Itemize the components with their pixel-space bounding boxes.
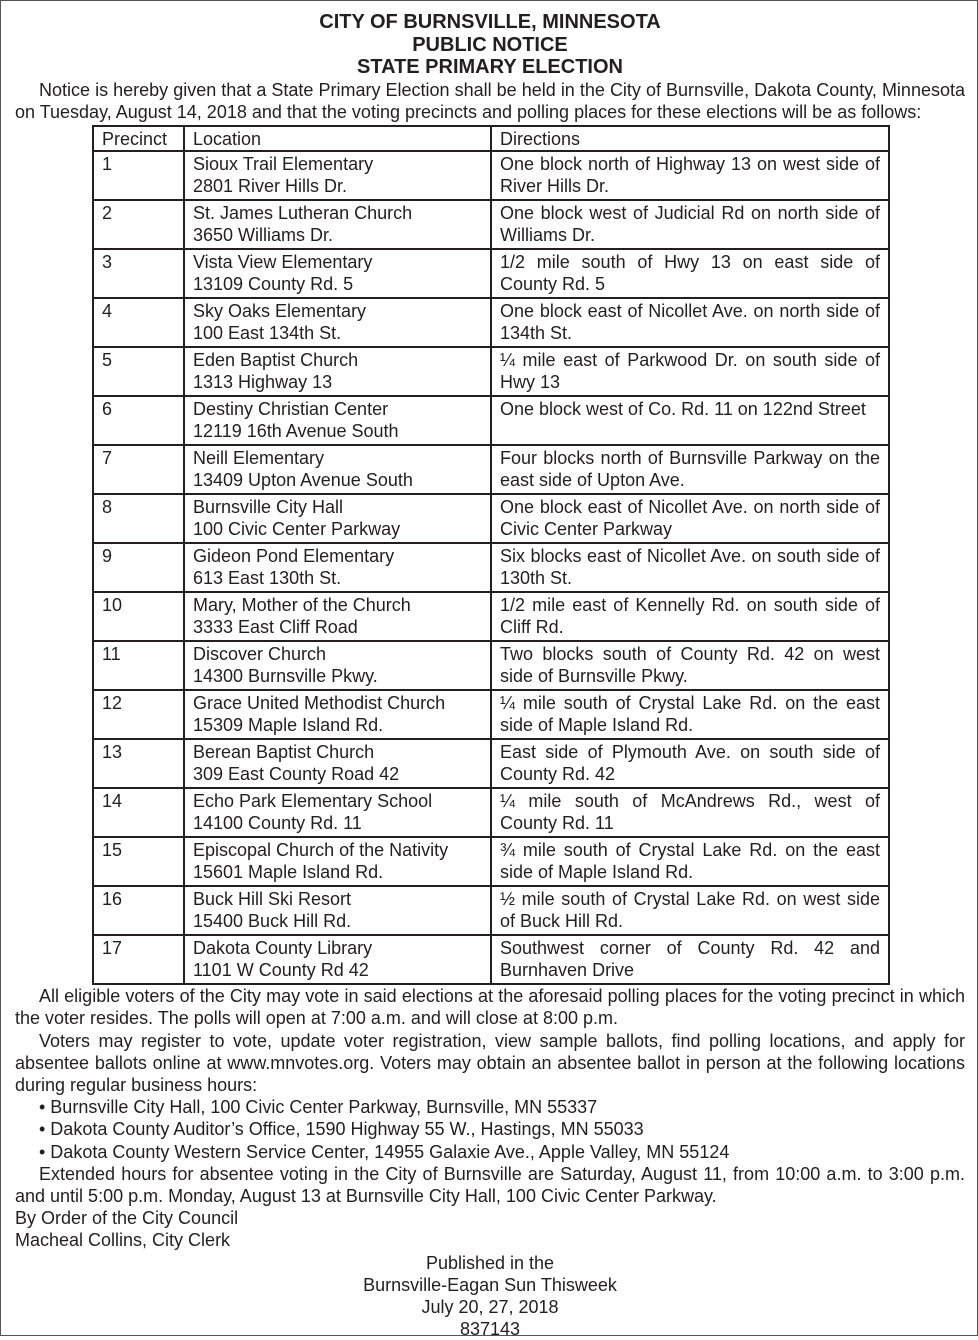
directions-cell: One block west of Judicial Rd on north side of Williams Dr. (491, 200, 889, 249)
location-cell (184, 249, 491, 298)
location-name: Grace United Methodist Church (193, 693, 446, 714)
precinct-number: 12 (93, 690, 184, 739)
location-name: Echo Park Elementary School (193, 791, 433, 812)
directions-cell: Four blocks north of Burnsville Parkway on the east side of Upton Ave. (491, 445, 889, 494)
location-cell (184, 690, 491, 739)
header-directions: Directions (491, 126, 889, 151)
location-cell (184, 641, 491, 690)
title-election: STATE PRIMARY ELECTION (357, 56, 623, 78)
table-row (93, 494, 889, 543)
table-row (93, 200, 889, 249)
location-cell (184, 396, 491, 445)
precinct-table (92, 125, 890, 985)
location-cell (184, 494, 491, 543)
precinct-number: 14 (93, 788, 184, 837)
location-name: St. James Lutheran Church (193, 203, 413, 224)
location-name: Neill Elementary (193, 448, 325, 469)
location-name: Berean Baptist Church (193, 742, 375, 763)
location-name: Gideon Pond Elementary (193, 546, 395, 567)
location-address: 2801 River Hills Dr. (193, 176, 348, 197)
published-in: Published in the (425, 1252, 555, 1273)
location-name: Discover Church (193, 644, 327, 665)
location-cell (184, 592, 491, 641)
title-notice: PUBLIC NOTICE (412, 33, 568, 56)
table-row (93, 445, 889, 494)
precinct-number: 4 (93, 298, 184, 347)
directions-cell: One block north of Highway 13 on west side of River Hills Dr. (491, 151, 889, 200)
location-name: Buck Hill Ski Resort (193, 889, 352, 910)
table-row (93, 935, 889, 984)
location-cell (184, 347, 491, 396)
precinct-number: 13 (93, 739, 184, 788)
register-paragraph: Voters may register to vote, update voter registration, view sample ballots, find polling locations, and apply for absentee ballots online at www.mnvotes.org. Voters may obtain an absentee ballot in person at the following locations during regular business hours: (15, 1030, 965, 1095)
location-address: 14100 County Rd. 11 (193, 813, 362, 834)
location-cell (184, 837, 491, 886)
location-name: Destiny Christian Center (193, 399, 389, 420)
location-name: Sky Oaks Elementary (193, 301, 367, 322)
title-city: CITY OF BURNSVILLE, MINNESOTA (319, 11, 661, 33)
precinct-number: 17 (93, 935, 184, 984)
order-line: By Order of the City Council (15, 1208, 239, 1229)
location-name: Vista View Elementary (193, 252, 373, 273)
location-address: 15601 Maple Island Rd. (193, 862, 384, 883)
table-row (93, 396, 889, 445)
directions-cell: Two blocks south of County Rd. 42 on west side of Burnsville Pkwy. (491, 641, 889, 690)
directions-cell: Six blocks east of Nicollet Ave. on south side of 130th St. (491, 543, 889, 592)
precinct-number: 9 (93, 543, 184, 592)
notice-number: 837143 (459, 1319, 521, 1340)
publication-info (15, 1252, 965, 1340)
location-name: Burnsville City Hall (193, 497, 344, 518)
location-cell (184, 151, 491, 200)
location-name: Episcopal Church of the Nativity (193, 840, 449, 861)
location-address: 13109 County Rd. 5 (193, 274, 354, 295)
header-precinct: Precinct (93, 126, 184, 151)
directions-cell: 1/2 mile south of Hwy 13 on east side of County Rd. 5 (491, 249, 889, 298)
location-address: 15309 Maple Island Rd. (193, 715, 384, 736)
location-address: 100 East 134th St. (193, 323, 342, 344)
precinct-number: 3 (93, 249, 184, 298)
location-cell (184, 200, 491, 249)
precinct-number: 2 (93, 200, 184, 249)
directions-cell: ¾ mile south of Crystal Lake Rd. on the east side of Maple Island Rd. (491, 837, 889, 886)
directions-cell: One block east of Nicollet Ave. on north side of Civic Center Parkway (491, 494, 889, 543)
precinct-number: 8 (93, 494, 184, 543)
precinct-number: 10 (93, 592, 184, 641)
location-cell (184, 445, 491, 494)
table-row (93, 543, 889, 592)
table-header-row (93, 126, 889, 151)
extended-hours-paragraph: Extended hours for absentee voting in the City of Burnsville are Saturday, August 11, from 10:00 a.m. to 3:00 p.m. and until 5:00 p.m. Monday, August 13 at Burnsville City Hall, 100 Civic Center Parkway. (15, 1163, 965, 1206)
location-name: Dakota County Library (193, 938, 373, 959)
precinct-number: 5 (93, 347, 184, 396)
location-address: 100 Civic Center Parkway (193, 519, 401, 540)
location-name: Mary, Mother of the Church (193, 595, 411, 616)
location-address: 3650 Williams Dr. (193, 225, 334, 246)
table-row (93, 641, 889, 690)
location-cell (184, 543, 491, 592)
location-cell (184, 788, 491, 837)
table-row (93, 837, 889, 886)
location-address: 1313 Highway 13 (193, 372, 333, 393)
newspaper-name: Burnsville-Eagan Sun Thisweek (363, 1274, 617, 1295)
table-row (93, 592, 889, 641)
publication-dates: July 20, 27, 2018 (421, 1296, 559, 1317)
location-address: 14300 Burnsville Pkwy. (193, 666, 378, 687)
location-name: Sioux Trail Elementary (193, 154, 374, 175)
list-item: • Dakota County Auditor’s Office, 1590 Highway 55 W., Hastings, MN 55033 (39, 1119, 644, 1140)
table-row (93, 886, 889, 935)
precinct-number: 1 (93, 151, 184, 200)
directions-cell: One block east of Nicollet Ave. on north side of 134th St. (491, 298, 889, 347)
location-cell (184, 886, 491, 935)
clerk-line: Macheal Collins, City Clerk (15, 1230, 231, 1251)
location-address: 15400 Buck Hill Rd. (193, 911, 352, 932)
directions-cell: ¼ mile east of Parkwood Dr. on south side of Hwy 13 (491, 347, 889, 396)
table-row (93, 151, 889, 200)
table-row (93, 298, 889, 347)
location-address: 309 East County Road 42 (193, 764, 400, 785)
location-address: 13409 Upton Avenue South (193, 470, 413, 491)
location-cell (184, 739, 491, 788)
voters-paragraph: All eligible voters of the City may vote in said elections at the aforesaid polling places for the voting precinct in which the voter resides. The polls will open at 7:00 a.m. and will close at 8:00 p.m. (15, 986, 965, 1029)
notice-content (15, 11, 965, 1340)
directions-cell: Southwest corner of County Rd. 42 and Burnhaven Drive (491, 935, 889, 984)
location-name: Eden Baptist Church (193, 350, 359, 371)
table-row (93, 347, 889, 396)
table-row (93, 690, 889, 739)
precinct-number: 16 (93, 886, 184, 935)
list-item: • Burnsville City Hall, 100 Civic Center Parkway, Burnsville, MN 55337 (39, 1097, 598, 1118)
location-cell (184, 935, 491, 984)
location-address: 613 East 130th St. (193, 568, 342, 589)
precinct-number: 7 (93, 445, 184, 494)
list-item: • Dakota County Western Service Center, 14955 Galaxie Ave., Apple Valley, MN 55124 (39, 1141, 730, 1162)
directions-cell: East side of Plymouth Ave. on south side of County Rd. 42 (491, 739, 889, 788)
location-cell (184, 298, 491, 347)
precinct-number: 6 (93, 396, 184, 445)
location-address: 1101 W County Rd 42 (193, 960, 369, 981)
table-row (93, 788, 889, 837)
header-location: Location (184, 126, 491, 151)
table-row (93, 249, 889, 298)
location-address: 12119 16th Avenue South (193, 421, 399, 442)
precinct-number: 15 (93, 837, 184, 886)
location-address: 3333 East Cliff Road (193, 617, 358, 638)
absentee-locations (15, 1096, 965, 1163)
directions-cell: One block west of Co. Rd. 11 on 122nd Street (491, 396, 889, 445)
directions-cell: ¼ mile south of McAndrews Rd., west of County Rd. 11 (491, 788, 889, 837)
notice-title (15, 11, 965, 79)
intro-paragraph: Notice is hereby given that a State Primary Election shall be held in the City of Burnsville, Dakota County, Minnesota on Tuesday, August 14, 2018 and that the voting precincts and polling places for these elections will be as follows: (15, 79, 965, 122)
table-row (93, 739, 889, 788)
directions-cell: ¼ mile south of Crystal Lake Rd. on the east side of Maple Island Rd. (491, 690, 889, 739)
precinct-number: 11 (93, 641, 184, 690)
directions-cell: 1/2 mile east of Kennelly Rd. on south side of Cliff Rd. (491, 592, 889, 641)
directions-cell: ½ mile south of Crystal Lake Rd. on west side of Buck Hill Rd. (491, 886, 889, 935)
